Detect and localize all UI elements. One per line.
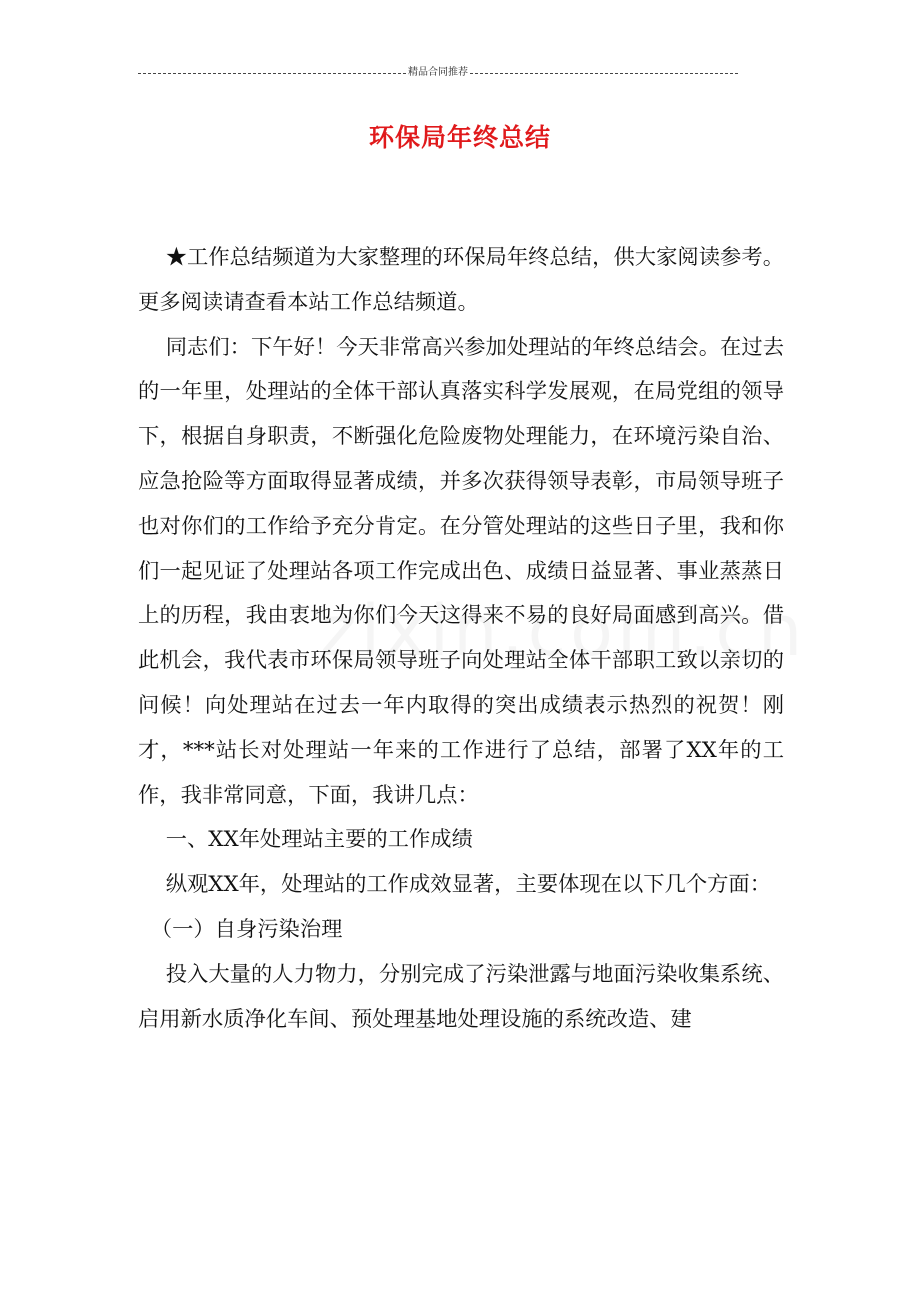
header-dash-left bbox=[138, 73, 406, 74]
document-body bbox=[138, 236, 784, 1042]
paragraph-detail: 投入大量的人力物力，分别完成了污染泄露与地面污染收集系统、启用新水质净化车间、预处理基地处理设施的系统改造、建 bbox=[138, 961, 784, 1032]
header-rule bbox=[138, 66, 738, 80]
paragraph-overview: 纵观XX年，处理站的工作成效显著，主要体现在以下几个方面： bbox=[165, 872, 772, 898]
section-heading-1: 一、XX年处理站主要的工作成绩 bbox=[165, 827, 473, 853]
paragraph-speech: 同志们：下午好！今天非常高兴参加处理站的年终总结会。在过去的一年里，处理站的全体干部认真落实科学发展观，在局党组的领导下，根据自身职责，不断强化危险废物处理能力，在环境污染自治、应急抢险等方面取得显著成绩，并多次获得领导表彰，市局领导班子也对你们的工作给予充分肯定。在分管处理站的这些日子里，我和你们一起见证了处理站各项工作完成出色、成绩日益显著、事业蒸蒸日上的历程，我由衷地为你们今天这得来不易的良好局面感到高兴。借此机会，我代表市环保局领导班子向处理站全体干部职工致以亲切的问候！向处理站在过去一年内取得的突出成绩表示热烈的祝贺！刚才，***站长对处理站一年来的工作进行了总结，部署了XX年的工作，我非常同意，下面，我讲几点： bbox=[138, 334, 784, 808]
document-title: 环保局年终总结 bbox=[368, 123, 551, 152]
subsection-heading-1: （一）自身污染治理 bbox=[150, 916, 343, 942]
paragraph-intro: ★工作总结频道为大家整理的环保局年终总结，供大家阅读参考。更多阅读请查看本站工作总结频道。 bbox=[138, 245, 784, 315]
header-dash-right bbox=[470, 73, 738, 74]
header-label: 精品合同推荐 bbox=[408, 67, 468, 78]
